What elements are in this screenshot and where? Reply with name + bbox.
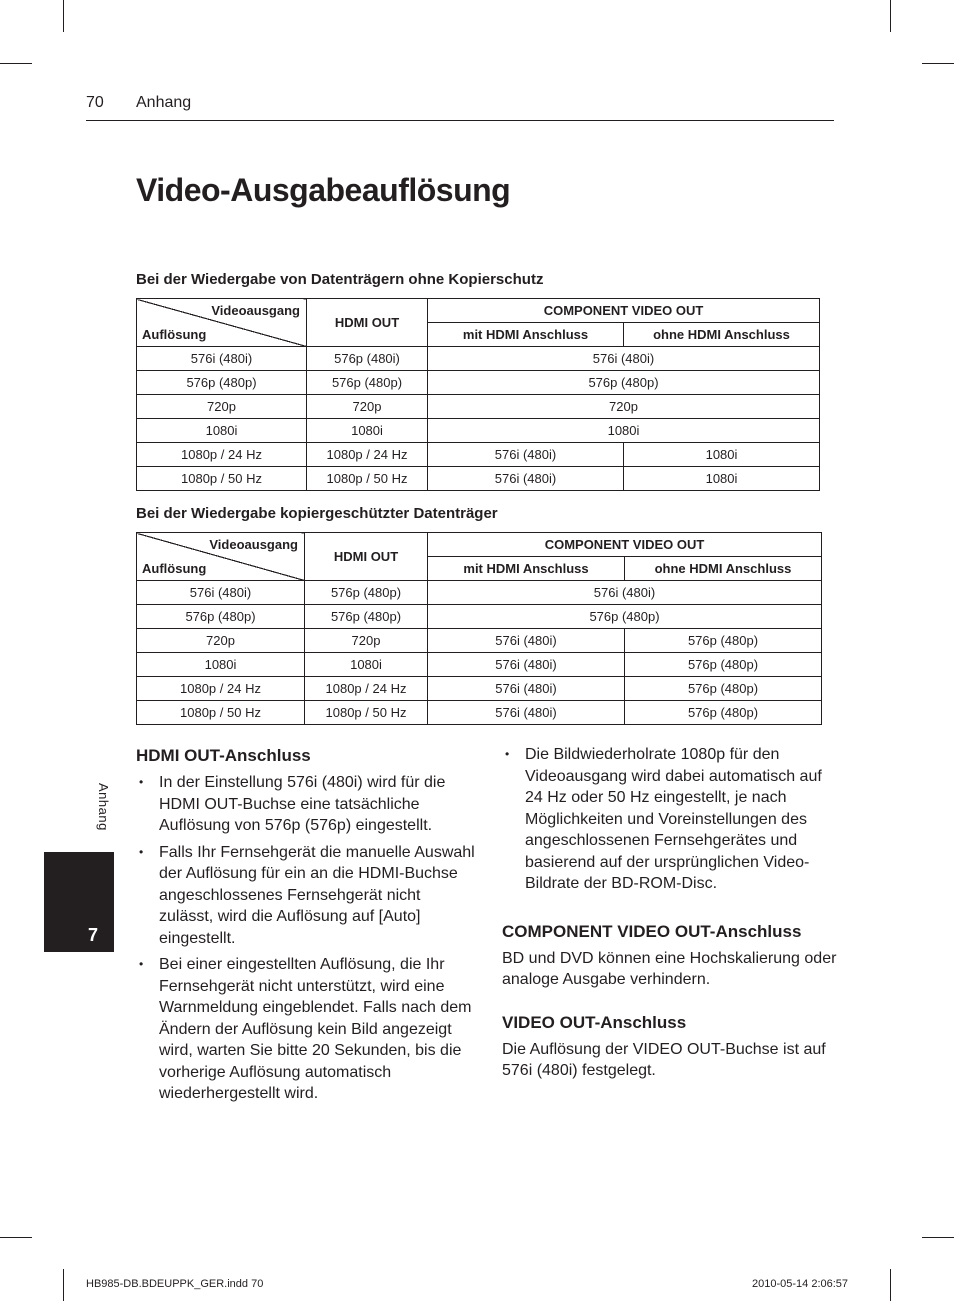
table2-caption: Bei der Wiedergabe kopiergeschützter Datenträger (136, 505, 498, 522)
cell-resolution: 576i (480i) (137, 347, 307, 371)
cell-component: 1080i (428, 419, 820, 443)
list-item: • Bei einer eingestellten Auflösung, die Ihr Fernsehgerät nicht unterstützt, wird eine Warnmeldung eingeblendet. Falls nach dem Ändern der Auflösung kein Bild angezeigt wird, warten Sie bitte 20 Sekunden, bis die vorherige Auflösung automatisch wiederhergestellt wird. (136, 954, 476, 1105)
crop-mark (63, 0, 64, 32)
crop-mark (922, 63, 954, 64)
side-section-label: Anhang (96, 783, 111, 831)
table-row (137, 395, 820, 419)
cell-hdmi: 1080p / 24 Hz (305, 677, 428, 701)
resolution-table-protected (136, 532, 822, 725)
header-component: COMPONENT VIDEO OUT (428, 299, 820, 323)
cell-without-hdmi: 1080i (624, 443, 820, 467)
list-item: • Falls Ihr Fernsehgerät die manuelle Auswahl der Auflösung für ein an die HDMI-Buchse angeschlossenes Fernsehgerät nicht zulässt, wird die Auflösung auf [Auto] eingestellt. (136, 842, 476, 950)
component-text: BD und DVD können eine Hochskalierung oder analoge Ausgabe verhindern. (502, 949, 837, 988)
right-column (502, 744, 842, 1082)
cell-without-hdmi: 576p (480p) (625, 653, 822, 677)
cell-resolution: 720p (137, 629, 305, 653)
cell-resolution: 1080p / 50 Hz (137, 467, 307, 491)
section-name: Anhang (136, 94, 192, 111)
table-row (137, 581, 822, 605)
hdmi-bullets-continued (502, 744, 842, 895)
table-header-diagonal (137, 533, 305, 581)
header-resolution-label: Auflösung (142, 561, 207, 576)
table-row (137, 677, 822, 701)
cell-with-hdmi: 576i (480i) (428, 677, 625, 701)
page-title: Video-Ausgabeauflösung (136, 172, 511, 208)
cell-hdmi: 576p (480p) (307, 371, 428, 395)
cell-hdmi: 1080i (305, 653, 428, 677)
cell-hdmi: 1080i (307, 419, 428, 443)
cell-hdmi: 1080p / 24 Hz (307, 443, 428, 467)
cell-with-hdmi: 576i (480i) (428, 653, 625, 677)
table1-caption: Bei der Wiedergabe von Datenträgern ohne Kopierschutz (136, 271, 544, 288)
header-output-label: Videoausgang (209, 537, 298, 552)
header-hdmi: HDMI OUT (305, 533, 428, 581)
cell-resolution: 576p (480p) (137, 605, 305, 629)
cell-without-hdmi: 576p (480p) (625, 629, 822, 653)
crop-mark (0, 63, 32, 64)
table-row (137, 347, 820, 371)
component-heading: COMPONENT VIDEO OUT-Anschluss (502, 921, 802, 941)
table-row (137, 371, 820, 395)
cell-hdmi: 720p (307, 395, 428, 419)
header-without-hdmi: ohne HDMI Anschluss (624, 323, 820, 347)
cell-resolution: 1080p / 24 Hz (137, 443, 307, 467)
crop-mark (890, 0, 891, 32)
header-with-hdmi: mit HDMI Anschluss (428, 323, 624, 347)
cell-hdmi: 720p (305, 629, 428, 653)
list-item: • Die Bildwiederholrate 1080p für den Videoausgang wird dabei automatisch auf 24 Hz oder 50 Hz eingestellt, je nach Möglichkeiten und Voreinstellungen des angeschlossenen Fernsehgerätes und basierend auf der ursprünglichen Video-Bildrate der BD-ROM-Disc. (502, 744, 842, 895)
cell-resolution: 576p (480p) (137, 371, 307, 395)
table-header-diagonal (137, 299, 307, 347)
header-with-hdmi: mit HDMI Anschluss (428, 557, 625, 581)
cell-resolution: 1080i (137, 419, 307, 443)
cell-without-hdmi: 576p (480p) (625, 677, 822, 701)
cell-with-hdmi: 576i (480i) (428, 443, 624, 467)
crop-mark (890, 1269, 891, 1301)
cell-component: 720p (428, 395, 820, 419)
cell-resolution: 1080i (137, 653, 305, 677)
header-component: COMPONENT VIDEO OUT (428, 533, 822, 557)
table-row (137, 653, 822, 677)
cell-component: 576i (480i) (428, 347, 820, 371)
hdmi-bullets (136, 772, 476, 1105)
cell-resolution: 1080p / 50 Hz (137, 701, 305, 725)
page-header (86, 94, 834, 121)
cell-resolution: 1080p / 24 Hz (137, 677, 305, 701)
video-out-text: Die Auflösung der VIDEO OUT-Buchse ist auf 576i (480i) festgelegt. (502, 1040, 826, 1079)
cell-hdmi: 576p (480p) (305, 605, 428, 629)
resolution-table-unprotected (136, 298, 820, 491)
footer-timestamp: 2010-05-14 2:06:57 (752, 1278, 849, 1290)
cell-resolution: 576i (480i) (137, 581, 305, 605)
cell-hdmi: 576p (480i) (307, 347, 428, 371)
cell-without-hdmi: 1080i (624, 467, 820, 491)
video-out-heading: VIDEO OUT-Anschluss (502, 1012, 687, 1032)
table-row (137, 701, 822, 725)
footer-file: HB985-DB.BDEUPPK_GER.indd 70 (86, 1278, 264, 1290)
cell-component: 576p (480p) (428, 371, 820, 395)
list-item: • In der Einstellung 576i (480i) wird für die HDMI OUT-Buchse eine tatsächliche Auflösung von 576p (576p) eingestellt. (136, 772, 476, 837)
crop-mark (0, 1237, 32, 1238)
table-row (137, 605, 822, 629)
cell-hdmi: 576p (480p) (305, 581, 428, 605)
header-resolution-label: Auflösung (142, 327, 207, 342)
crop-mark (922, 1237, 954, 1238)
table-row (137, 419, 820, 443)
cell-without-hdmi: 576p (480p) (625, 701, 822, 725)
table-row (137, 443, 820, 467)
table-row (137, 467, 820, 491)
cell-hdmi: 1080p / 50 Hz (307, 467, 428, 491)
cell-with-hdmi: 576i (480i) (428, 467, 624, 491)
cell-hdmi: 1080p / 50 Hz (305, 701, 428, 725)
crop-mark (63, 1269, 64, 1301)
cell-with-hdmi: 576i (480i) (428, 629, 625, 653)
chapter-tab (44, 852, 114, 952)
cell-component: 576i (480i) (428, 581, 822, 605)
hdmi-section (136, 744, 476, 1110)
cell-with-hdmi: 576i (480i) (428, 701, 625, 725)
cell-resolution: 720p (137, 395, 307, 419)
page-number: 70 (86, 94, 104, 111)
cell-component: 576p (480p) (428, 605, 822, 629)
header-without-hdmi: ohne HDMI Anschluss (625, 557, 822, 581)
hdmi-heading: HDMI OUT-Anschluss (136, 746, 311, 765)
chapter-number: 7 (87, 925, 98, 945)
header-output-label: Videoausgang (211, 303, 300, 318)
table-row (137, 629, 822, 653)
header-hdmi: HDMI OUT (307, 299, 428, 347)
